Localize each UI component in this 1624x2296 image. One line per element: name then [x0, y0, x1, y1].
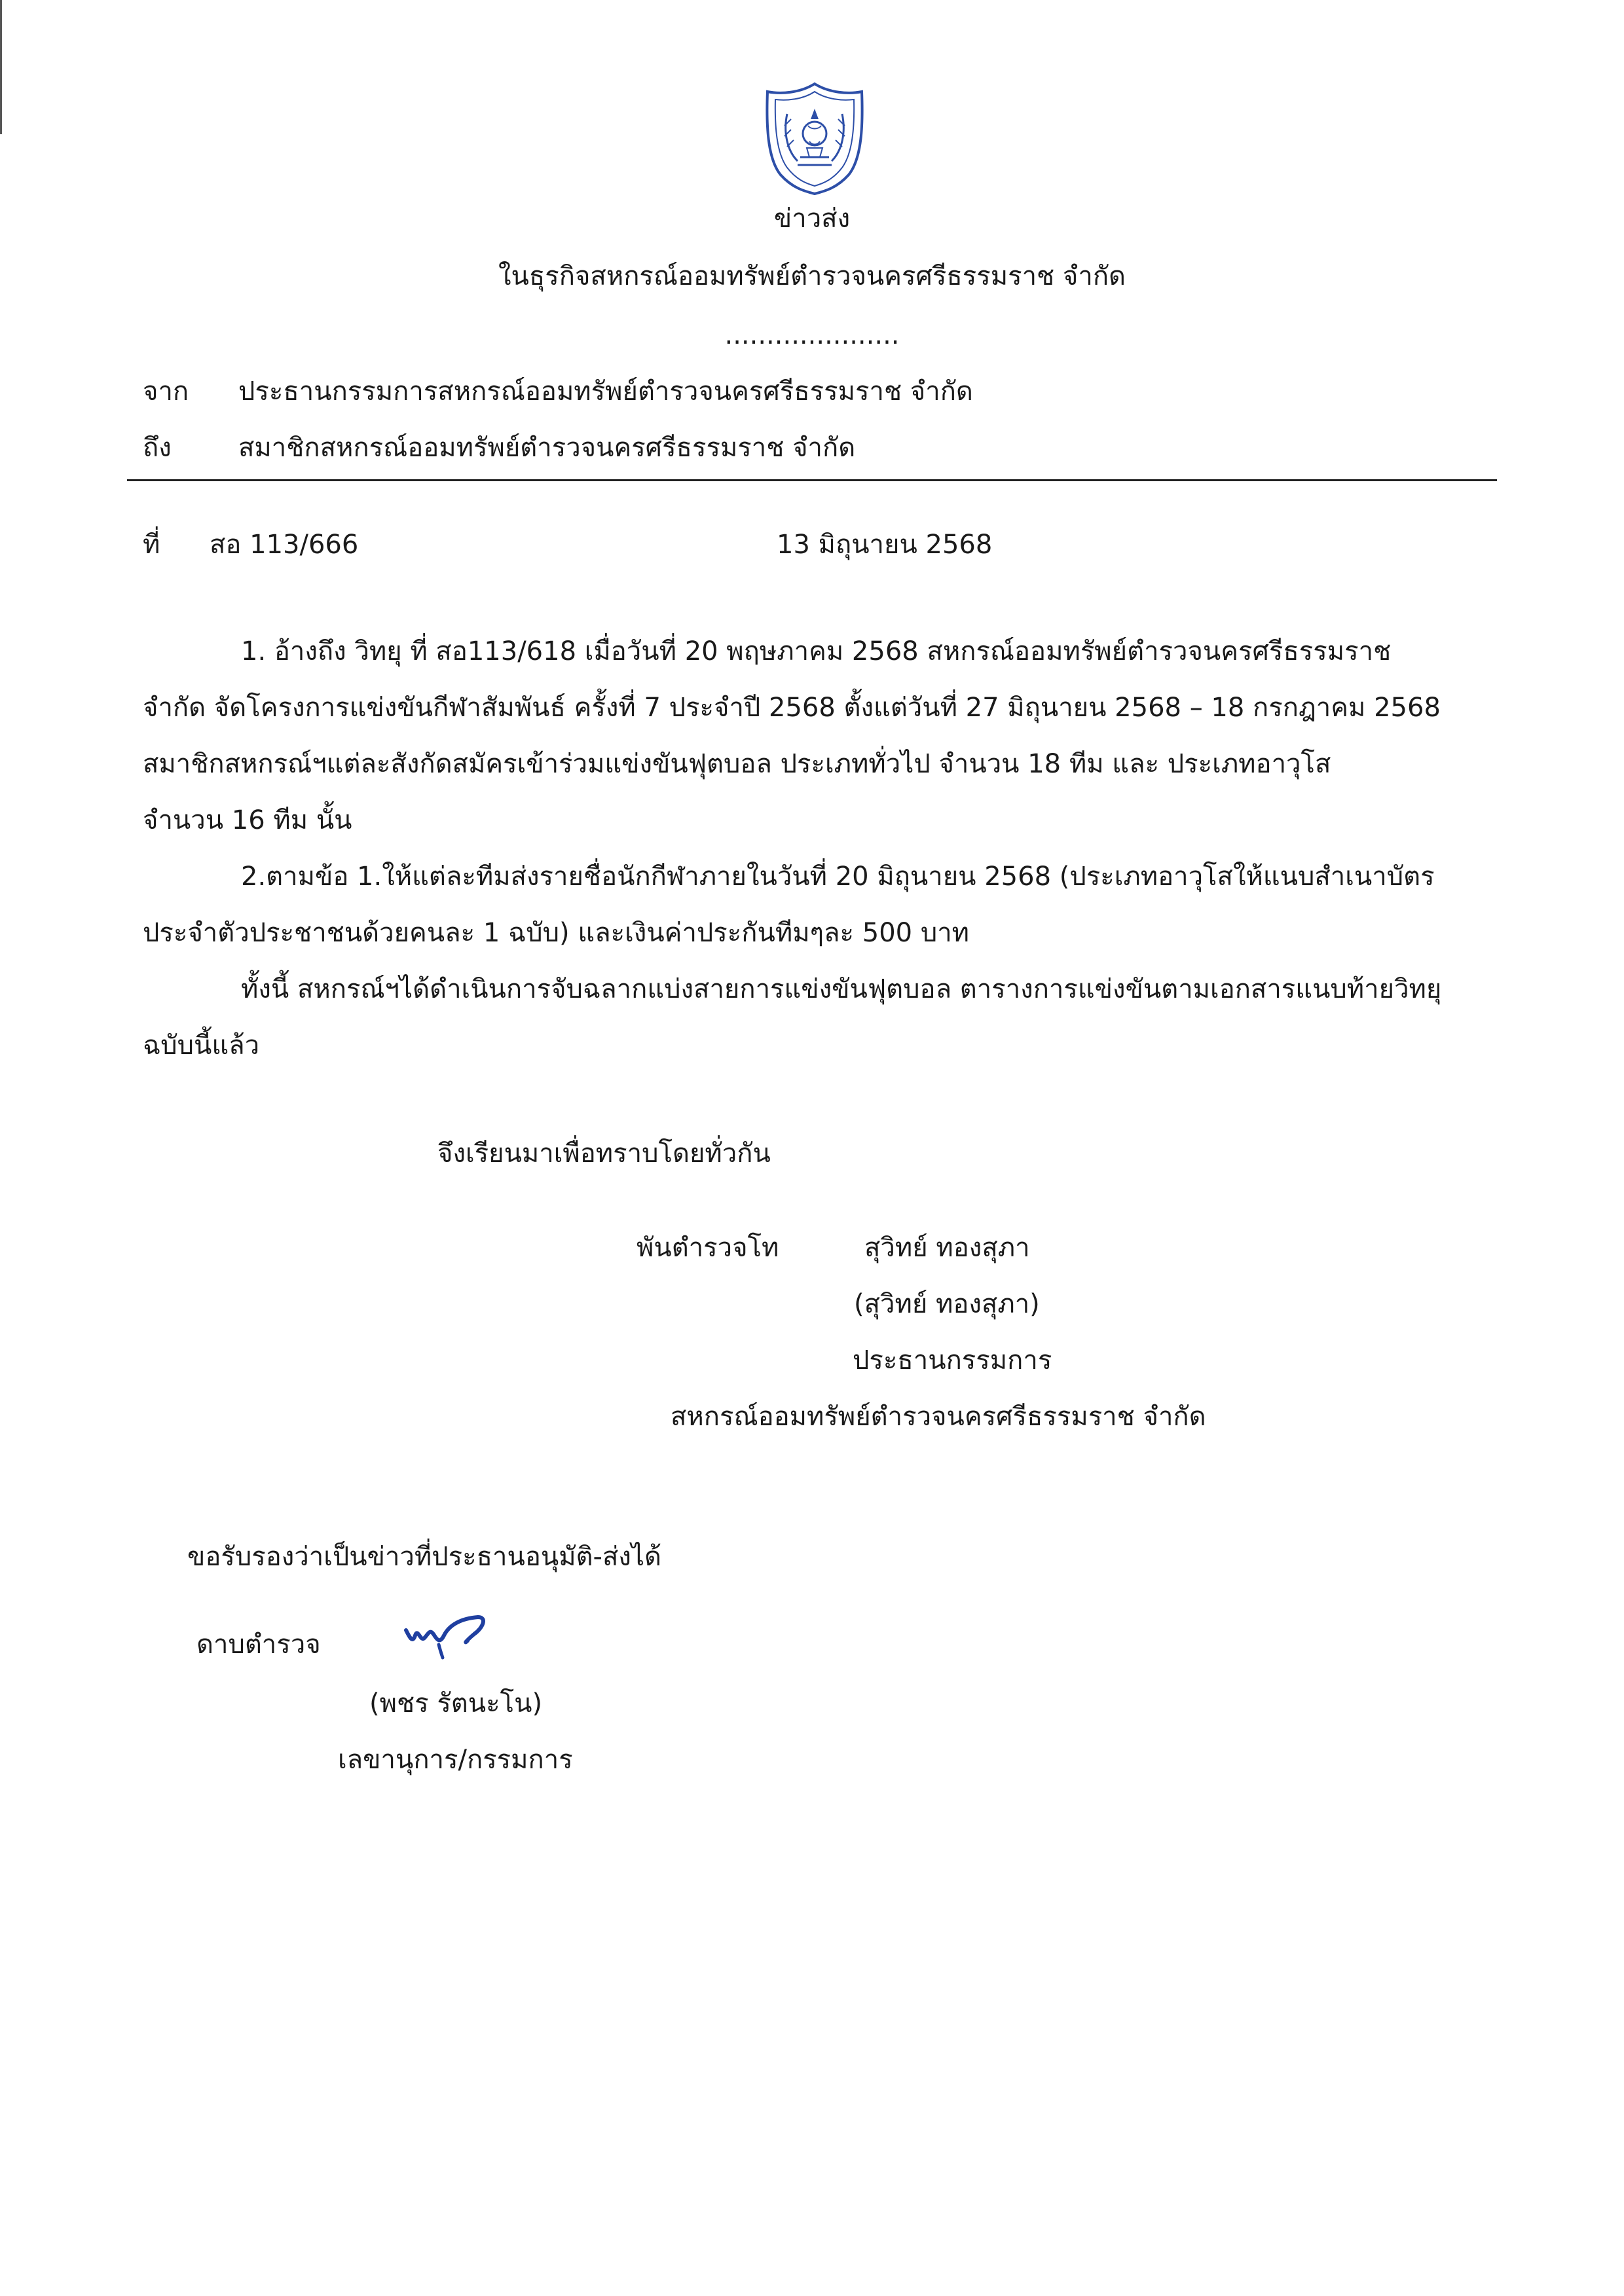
- scan-edge-mark: [0, 0, 2, 134]
- cooperative-emblem-icon: [761, 80, 868, 195]
- certifier-rank: ดาบตำรวจ: [196, 1630, 321, 1660]
- paragraph-2-line-1: 2.ตามข้อ 1.ให้แต่ละทีมส่งรายชื่อนักกีฬาภายในวันที่ 20 มิถุนายน 2568 (ประเภทอาวุโสให้แนบสำเนาบัตร: [241, 862, 1435, 892]
- body-text: [143, 623, 1492, 1074]
- paragraph-3-line-1: ทั้งนี้ สหกรณ์ฯได้ดำเนินการจับฉลากแบ่งสายการแข่งขันฟุตบอล ตารางการแข่งขันตามเอกสารแนบท้ายวิทยุ: [241, 974, 1442, 1004]
- header-divider: [127, 479, 1497, 481]
- certifier-name-parenthesized: (พชร รัตนะโน): [369, 1688, 543, 1719]
- signer-organization: สหกรณ์ออมทรัพย์ตำรวจนครศรีธรรมราช จำกัด: [671, 1402, 1206, 1432]
- paragraph-2-line-2: ประจำตัวประชาชนด้วยคนละ 1 ฉบับ) และเงินค่าประกันทีมๆละ 500 บาท: [143, 918, 970, 948]
- certifier-position: เลขานุการ/กรรมการ: [338, 1745, 573, 1775]
- paragraph-3-line-2: ฉบับนี้แล้ว: [143, 1030, 260, 1061]
- paragraph-1-line-3: สมาชิกสหกรณ์ฯแต่ละสังกัดสมัครเข้าร่วมแข่งขันฟุตบอล ประเภททั่วไป จำนวน 18 ทีม และ ประเภทอาวุโส: [143, 749, 1331, 779]
- certification-statement: ขอรับรองว่าเป็นข่าวที่ประธานอนุมัติ-ส่งได้: [187, 1542, 662, 1572]
- reference-number: สอ 113/666: [210, 530, 359, 560]
- paragraph-1-line-4: จำนวน 16 ทีม นั้น: [143, 805, 352, 835]
- handwritten-signature-icon: [401, 1612, 512, 1664]
- document-title: ข่าวส่ง: [773, 204, 851, 234]
- from-label: จาก: [143, 376, 189, 407]
- document-subtitle: ในธุรกิจสหกรณ์ออมทรัพย์ตำรวจนครศรีธรรมราช จำกัด: [498, 261, 1126, 291]
- title-dots: .....................: [724, 320, 900, 350]
- closing-text: จึงเรียนมาเพื่อทราบโดยทั่วกัน: [437, 1139, 771, 1169]
- signer-name: สุวิทย์ ทองสุภา: [864, 1233, 1030, 1263]
- paragraph-1-line-2: จำกัด จัดโครงการแข่งขันกีฬาสัมพันธ์ ครั้งที่ 7 ประจำปี 2568 ตั้งแต่วันที่ 27 มิถุนายน 2568 – 18 กรกฎาคม 2568: [143, 693, 1441, 723]
- reference-label: ที่: [143, 530, 160, 560]
- to-value: สมาชิกสหกรณ์ออมทรัพย์ตำรวจนครศรีธรรมราช จำกัด: [238, 433, 856, 463]
- paragraph-1-line-1: 1. อ้างถึง วิทยุ ที่ สอ113/618 เมื่อวันที่ 20 พฤษภาคม 2568 สหกรณ์ออมทรัพย์ตำรวจนครศรีธรรมราช: [241, 636, 1392, 666]
- to-label: ถึง: [143, 433, 172, 463]
- signer-position: ประธานกรรมการ: [853, 1345, 1052, 1376]
- from-value: ประธานกรรมการสหกรณ์ออมทรัพย์ตำรวจนครศรีธรรมราช จำกัด: [238, 376, 973, 407]
- signer-rank: พันตำรวจโท: [637, 1233, 779, 1263]
- document-date: 13 มิถุนายน 2568: [777, 530, 993, 560]
- signer-name-parenthesized: (สุวิทย์ ทองสุภา): [854, 1289, 1040, 1319]
